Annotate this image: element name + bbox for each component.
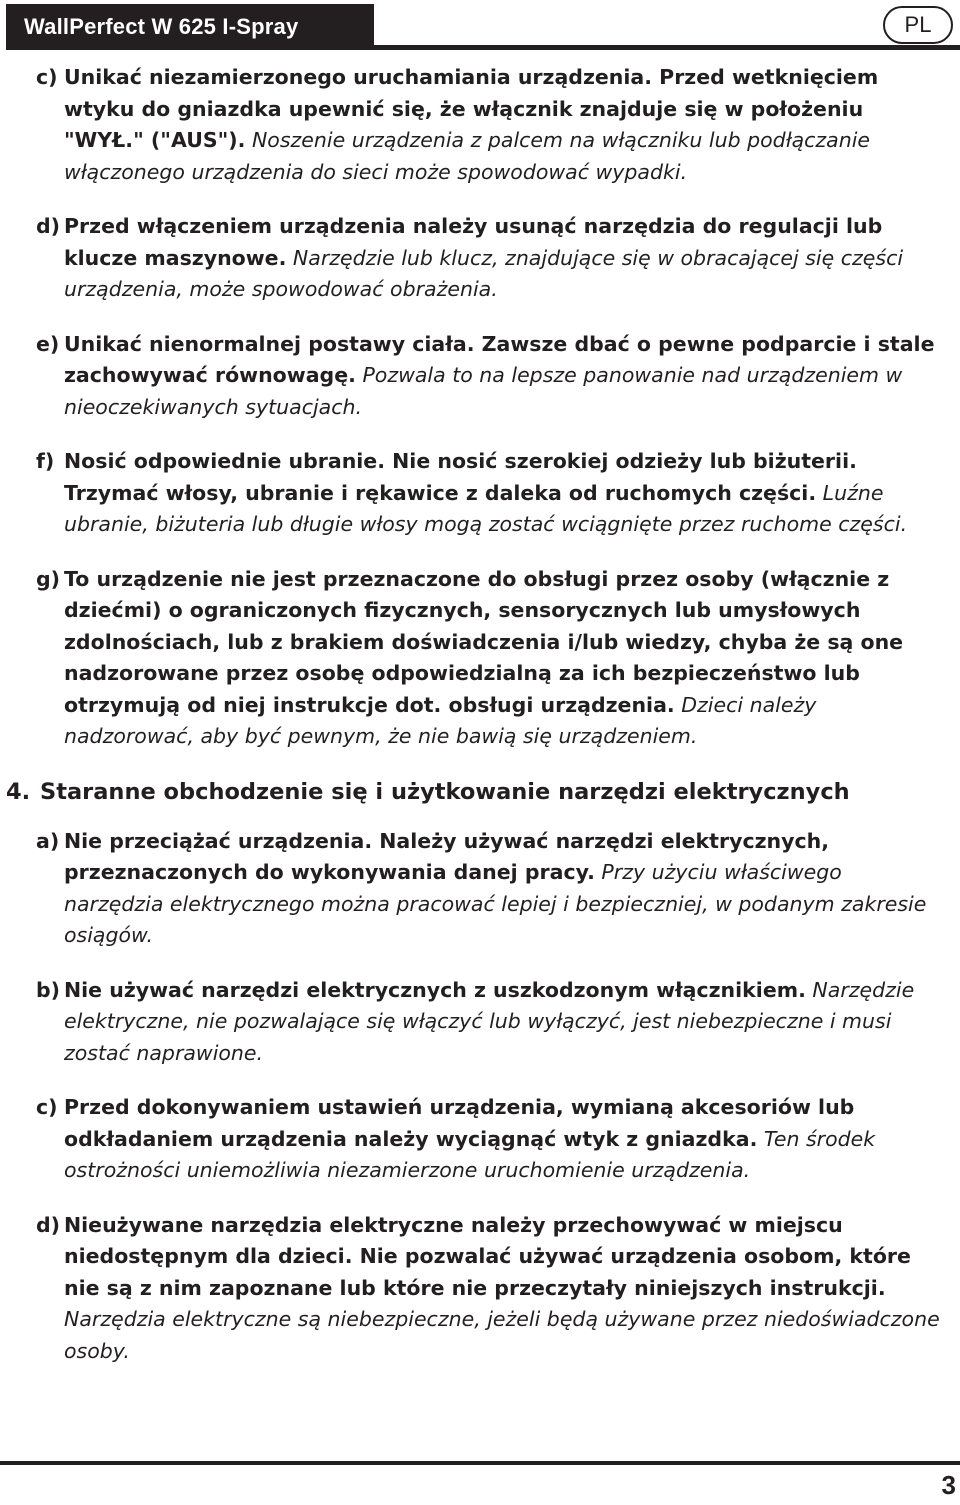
item-letter: e): [36, 331, 60, 356]
tool-item-d: [0, 1210, 960, 1368]
item-italic-text: Przy użyciu właściwego narzędzia elektrycznego można pracować lepiej i bezpieczniej, w podanym zakresie osiągów.: [64, 860, 927, 947]
tool-item-b: [0, 975, 960, 1070]
item-bold-text: Przed włączeniem urządzenia należy usunąć narzędzia do regulacji lub klucze maszynowe.: [64, 214, 883, 270]
page-header: [0, 4, 960, 50]
item-letter: a): [36, 828, 60, 853]
item-bold-text: Unikać nienormalnej postawy ciała. Zawsze dbać o pewne podparcie i stale zachowywać równowagę.: [64, 331, 935, 387]
item-bold-text: To urządzenie nie jest przeznaczone do obsługi przez osoby (włącznie z dziećmi) o ograniczonych fizycznych, sensorycznych lub umysłowych zdolnościach, lub z brakiem doświadczenia i/lub wiedzy, chyba że są one nadzorowane przez osobę odpowiedzialną za ich bezpieczeństwo lub otrzymują od niej instrukcje dot. obsługi urządzenia.: [64, 566, 904, 717]
safety-item-f: [0, 446, 960, 541]
item-letter: d): [36, 214, 61, 238]
item-bold-text: Nie używać narzędzi elektrycznych z uszkodzonym włącznikiem.: [64, 977, 806, 1002]
item-italic-text: Narzędzie elektryczne, nie pozwalające się włączyć lub wyłączyć, jest niebezpieczne i musi zostać naprawione.: [64, 977, 915, 1065]
item-italic-text: Narzędzie lub klucz, znajdujące się w obracającej się części urządzenia, może spowodować obrażenia.: [64, 245, 904, 301]
item-letter: g): [36, 566, 61, 591]
item-bold-text: Nosić odpowiednie ubranie. Nie nosić szerokiej odzieży lub biżuterii. Trzymać włosy, ubranie i rękawice z daleka od ruchomych części.: [64, 449, 857, 505]
tool-item-c: [0, 1092, 960, 1187]
safety-item-e: [0, 329, 960, 424]
item-letter: c): [36, 65, 58, 89]
item-italic-text: Noszenie urządzenia z palcem na włączniku lub podłączanie włączonego urządzenia do sieci może spowodować wypadki.: [64, 128, 871, 184]
page-number: 3: [941, 1470, 956, 1500]
tool-item-a: [0, 826, 960, 952]
item-italic-text: Narzędzia elektryczne są niebezpieczne, jeżeli będą używane przez niedoświadczone osoby.: [64, 1307, 940, 1363]
section-number: 4.: [6, 778, 31, 805]
section-title: Staranne obchodzenie się i użytkowanie narzędzi elektrycznych: [40, 778, 850, 805]
safety-item-c: [0, 62, 960, 188]
item-letter: c): [36, 1095, 58, 1119]
item-bold-text: Unikać niezamierzonego uruchamiania urządzenia. Przed wetknięciem wtyku do gniazdka upewnić się, że włącznik znajduje się w położeniu "WYŁ." ("AUS").: [64, 65, 879, 152]
safety-item-d: [0, 211, 960, 306]
item-italic-text: Dzieci należy nadzorować, aby być pewnym, że nie bawią się urządzeniem.: [64, 692, 817, 748]
header-rule: [374, 45, 960, 50]
item-letter: f): [36, 449, 55, 473]
item-letter: b): [36, 977, 61, 1002]
language-badge: PL: [883, 6, 953, 44]
safety-item-g: [0, 564, 960, 753]
document-title: WallPerfect W 625 I-Spray: [6, 4, 374, 50]
section-heading: [0, 776, 960, 808]
item-bold-text: Przed dokonywaniem ustawień urządzenia, wymianą akcesoriów lub odkładaniem urządzenia należy wyciągnąć wtyk z gniazdka.: [64, 1095, 855, 1151]
item-bold-text: Nie przeciążać urządzenia. Należy używać narzędzi elektrycznych, przeznaczonych do wykonywania danej pracy.: [64, 828, 830, 884]
item-bold-text: Nieużywane narzędzia elektryczne należy przechowywać w miejscu niedostępnym dla dzieci. Nie pozwalać używać urządzenia osobom, które nie są z nim zapoznane lub które nie przeczytały niniejszych instrukcji.: [64, 1212, 911, 1300]
item-letter: d): [36, 1212, 61, 1237]
document-body: [0, 62, 960, 1390]
item-italic-text: Pozwala to na lepsze panowanie nad urządzeniem w nieoczekiwanych sytuacjach.: [64, 363, 903, 419]
footer-rule: [0, 1461, 960, 1465]
item-italic-text: Luźne ubranie, biżuteria lub długie włosy mogą zostać wciągnięte przez ruchome części.: [64, 480, 908, 536]
item-italic-text: Ten środek ostrożności uniemożliwia niezamierzone uruchomienie urządzenia.: [64, 1126, 876, 1182]
